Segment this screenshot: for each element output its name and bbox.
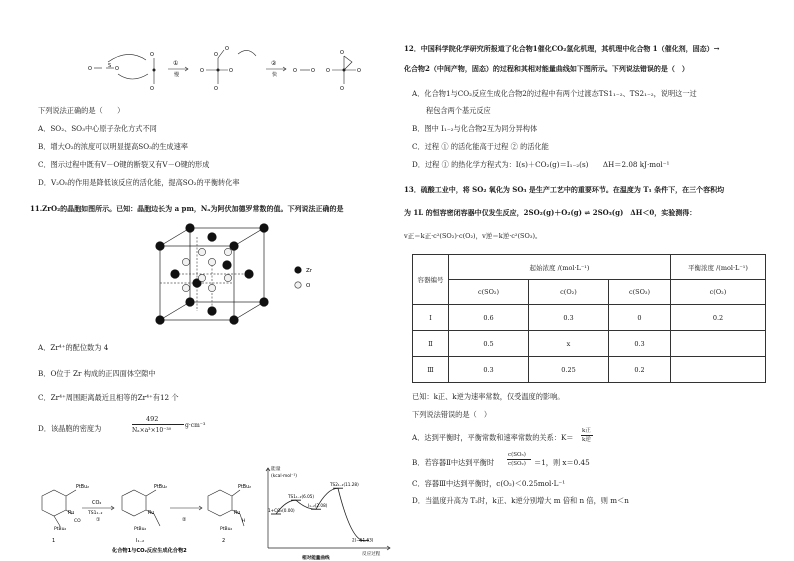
table-subheader: c(SO₂) [449,280,529,305]
mech-ru-3: Ru [234,510,241,516]
q11-option-b: B．O位于 Zr 构成的正四面体空隙中 [38,369,156,378]
svg-text:O: O [311,68,315,74]
svg-text:O: O [150,86,154,92]
q10-option-a: A．SO₂、SO₃中心原子杂化方式不同 [38,124,157,133]
table-cell: Ⅲ [413,357,449,383]
svg-text:O: O [340,86,344,92]
q13-note: 已知：k正、k逆为速率常数，仅受温度的影响。 [412,392,565,401]
svg-text:O: O [326,68,330,74]
q13-option-b-num: c(SO₃) [508,452,526,458]
energy-point-label: 1+CO₂(0.00) [268,508,295,513]
table-cell: 0.6 [449,305,529,331]
q13-option-b-den: c(SO₂) [508,461,526,467]
q10-option-c: C．图示过程中既有V－O键的断裂又有V－O键的形成 [38,160,210,169]
mech-caption: 化合物1与CO₂反应生成化合物2 [112,548,187,554]
energy-point-label: I₁₋₂(2.08) [308,503,328,509]
q11-fraction-bar [132,424,184,425]
q13-option-a-den: k逆 [582,437,591,443]
scheme-step1-sub: 慢 [174,72,180,78]
scheme-step2-sub: 快 [272,72,278,78]
q13-option-a-prefix: A．达到平衡时，平衡常数和速率常数的关系：K＝ [412,433,574,442]
zro2-unit-cell-diagram [148,222,328,332]
legend-o-dot [295,282,301,288]
mech-group-2b: PtBu₂ [134,527,147,532]
table-cell: 0.25 [529,357,609,383]
svg-text:O: O [357,68,361,74]
table-cell: 0.5 [449,331,529,357]
q12-stem-line1: 12．中国科学院化学研究所报道了化合物1催化CO₂氢化机理，其机理中化合物 1（催化剂，固态）→ [404,44,720,53]
mech-label-2: 2 [222,538,226,544]
svg-text:O: O [214,86,218,92]
q11-option-d-prefix: D．该晶胞的密度为 [38,424,102,433]
q11-option-c: C．Zr⁴⁺周围距离最近且相等的Zr⁴⁺有12 个 [38,393,179,402]
q12-option-a-line1: A．化合物1与CO₂反应生成化合物2的过程中有两个过渡态TS1₁₋₂、TS2₁₋₂，说明这一过 [412,89,697,98]
table-cell [671,331,766,357]
table-row [413,357,766,383]
svg-text:O: O [150,52,154,58]
table-cell: 0.2 [671,305,766,331]
q10-stem: 下列说法正确的是（ ） [38,106,125,115]
mech-label-1: 1 [52,538,56,544]
energy-ylabel: 能量 [271,467,281,472]
table-header-initial: 起始浓度 /(mol·L⁻¹) [449,255,671,280]
q13-option-d: D．当温度升高为 T₂时，k正、k逆分别增大 m 倍和 n 倍，则 m＜n [412,496,629,505]
table-cell: 0.2 [609,357,671,383]
table-header-eq: 平衡浓度 /(mol·L⁻¹) [671,255,766,280]
q13-option-c: C．容器Ⅲ中达到平衡时，c(O₂)＜0.25mol·L⁻¹ [412,479,566,488]
table-subheader: c(SO₃) [609,280,671,305]
mech-group-3b: PtBu₂ [220,527,233,532]
q11-stem: 11.ZrO₂的晶胞如图所示。已知：晶胞边长为 a pm，Nₐ为阿伏加德罗常数的值。下列说法正确的是 [30,204,344,213]
q12-option-c: C．过程 ① 的活化能高于过程 ② 的活化能 [412,142,549,151]
table-cell [671,357,766,383]
svg-text:O: O [115,66,119,72]
q11-density-unit: g·cm⁻³ [185,422,206,429]
ru-complex-mechanism [30,478,255,558]
q13-rate-law: v正＝k正·c²(SO₂)·c(O₂)，v逆＝k逆·c²(SO₃)。 [404,232,542,240]
mech-ru-1: Ru [68,510,75,516]
energy-point-label: TS1₁₋₂(6.05) [288,494,315,500]
energy-point-label: 2(−11.63) [352,537,374,543]
svg-text:O: O [340,50,344,56]
energy-profile-chart [258,462,398,560]
mech-reagent: CO₂ [92,500,102,506]
table-cell: 0.3 [529,305,609,331]
q13-concentration-table [412,254,766,383]
table-cell: Ⅰ [413,305,449,331]
q13-stem-question: 下列说法错误的是（ ） [412,410,492,419]
table-subheader: c(O₂) [529,280,609,305]
svg-text:O: O [225,46,229,52]
mech-ru-2: Ru [148,510,155,516]
mech-label-mid: I₁₋₂ [136,538,145,544]
q11-density-numerator: 492 [146,415,159,423]
table-cell: x [529,331,609,357]
q13-stem-line2: 为 1L 的恒容密闭容器中仅发生反应，2SO₂(g)＋O₂(g) ⇌ 2SO₃(g) ΔH＜0，实验测得： [404,208,697,217]
svg-text:O: O [214,52,218,58]
q13-option-a-num: k正 [582,428,591,434]
table-subheader: c(O₂) [671,280,766,305]
q10-option-b: B．增大O₂的浓度可以明显提高SO₃的生成速率 [38,142,188,151]
scheme-step1: ① [173,60,179,67]
legend-o-label: O [306,283,311,289]
energy-yunit: (kcal·mol⁻¹) [271,474,297,479]
table-header-container: 容器编号 [413,255,449,305]
svg-text:O: O [200,68,204,74]
q12-option-b: B．图中 I₁₋₂与化合物2互为同分异构体 [412,124,538,133]
energy-caption: 相对能量曲线 [302,556,330,560]
mech-h: H [242,519,246,524]
svg-text:O: O [293,68,297,74]
table-row [413,331,766,357]
mech-group-3: PtBu₂ [238,485,252,490]
q11-option-a: A．Zr⁴⁺的配位数为 4 [38,343,109,352]
mech-group-1b: PtBu₂ [54,527,67,532]
mech-group-1: PtBu₂ [76,485,90,490]
svg-text:S: S [108,63,112,69]
legend-zr-label: Zr [306,268,313,274]
energy-xlabel: 反应过程 [362,552,381,557]
energy-point-label: TS2₁₋₂(11.28) [330,482,359,488]
table-cell: 0 [609,305,671,331]
v2o5-mechanism-scheme [88,40,378,95]
mech-group-2: PtBu₂ [154,485,168,490]
q13-stem-line1: 13．硫酸工业中，将 SO₂ 氧化为 SO₃ 是生产工艺中的重要环节。在温度为 T₁ 条件下，在三个容积均 [404,185,725,194]
table-cell: 0.3 [609,331,671,357]
scheme-step2: ② [271,60,277,67]
svg-text:O: O [229,68,233,74]
mech-step-1: ① [96,517,101,523]
legend-zr-dot [294,266,301,273]
table-row [413,305,766,331]
q10-option-d: D．V₂O₅的作用是降低该反应的活化能，提高SO₂的平衡转化率 [38,178,240,187]
q11-density-denominator: Nₐ×a³×10⁻³⁰ [132,427,172,434]
q13-option-b-prefix: B．若容器Ⅱ中达到平衡时 [412,458,495,467]
mech-ts-label: TS1₁₋₂ [88,511,103,516]
q12-stem-line2: 化合物2（中间产物，固态）的过程和其相对能量曲线如下图所示。下列说法错误的是（ ） [404,64,689,73]
mech-step-2: ② [182,517,187,523]
svg-text:O: O [88,66,92,72]
q12-option-d: D．过程 ① 的热化学方程式为：I(s)＋CO₂(g)＝I₁₋₂(s) ΔH＝2.08 kJ·mol⁻¹ [412,160,670,169]
table-cell: Ⅱ [413,331,449,357]
q13-option-b-suffix: ＝1，则 x＝0.45 [534,458,590,467]
table-cell: 0.3 [449,357,529,383]
mech-co-1: CO [74,519,81,524]
q12-option-a-line2: 程包含两个基元反应 [426,106,491,115]
